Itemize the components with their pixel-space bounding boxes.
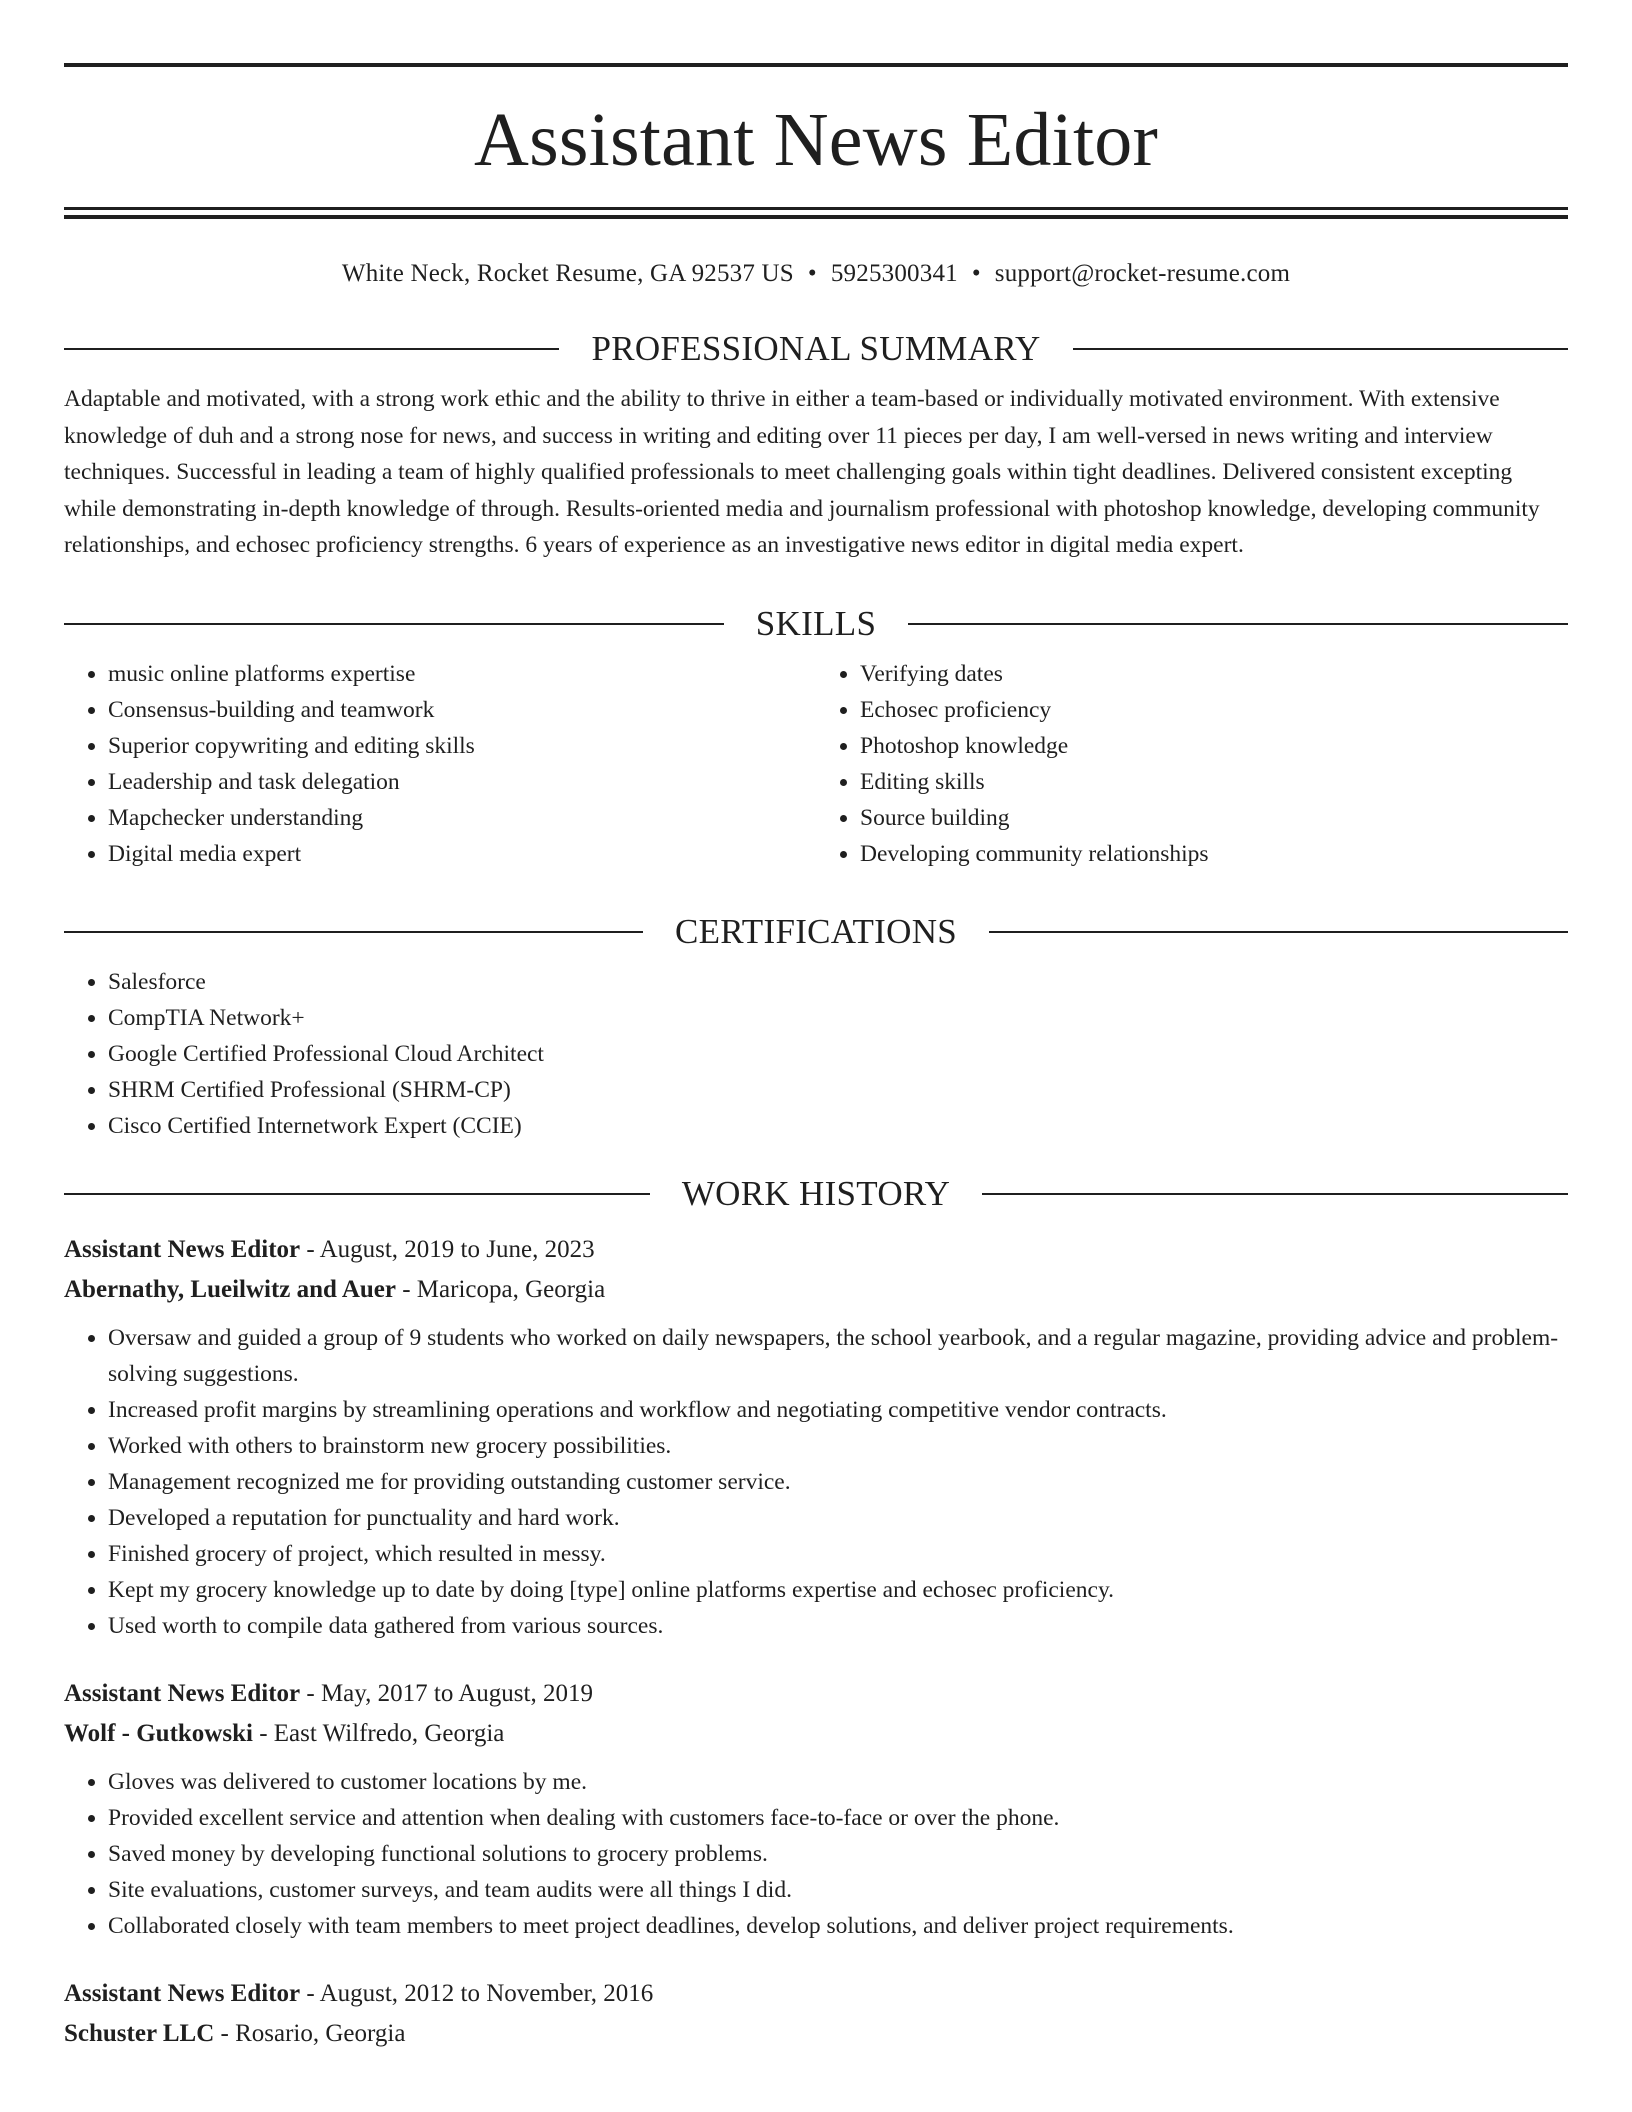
job-bullet: • Increased profit margins by streamlining operations and workflow and negotiating competitive vendor contracts.: [108, 1392, 1568, 1428]
job-bullet: • Used worth to compile data gathered from various sources.: [108, 1608, 1568, 1644]
section-title: WORK HISTORY: [681, 1173, 951, 1213]
certification-item: • SHRM Certified Professional (SHRM-CP): [108, 1072, 1568, 1108]
work-history-heading: [64, 1174, 1568, 1214]
job-dates: - August, 2019 to June, 2023: [300, 1235, 595, 1263]
contact-separator: •: [971, 260, 981, 287]
heading-rule-left: [64, 623, 724, 625]
heading-rule-right: [908, 623, 1568, 625]
job-bullet: • Management recognized me for providing outstanding customer service.: [108, 1464, 1568, 1500]
resume-title: Assistant News Editor: [474, 98, 1158, 182]
skill-item: • Superior copywriting and editing skills: [108, 728, 816, 764]
contact-email: support@rocket-resume.com: [994, 260, 1291, 287]
certification-item: • CompTIA Network+: [108, 1000, 1568, 1036]
skill-item: • Digital media expert: [108, 836, 816, 872]
heading-rule-left: [64, 1193, 650, 1195]
job-bullet: • Finished grocery of project, which resulted in messy.: [108, 1536, 1568, 1572]
job-company-line: [64, 1714, 1568, 1754]
job-bullet: • Developed a reputation for punctuality and hard work.: [108, 1500, 1568, 1536]
job-title-line: [64, 1674, 1568, 1714]
skill-item: • Leadership and task delegation: [108, 764, 816, 800]
job-company: Schuster LLC: [64, 2019, 215, 2047]
job-company-line: [64, 2014, 1568, 2054]
job-company: Wolf - Gutkowski: [64, 1719, 253, 1747]
job-title: Assistant News Editor: [64, 1235, 301, 1263]
skill-item: • Source building: [860, 800, 1568, 836]
job-title: Assistant News Editor: [64, 1679, 301, 1707]
section-title: PROFESSIONAL SUMMARY: [591, 329, 1041, 368]
certifications-heading: [64, 912, 1568, 952]
skill-item: • Verifying dates: [860, 656, 1568, 692]
heading-rule-right: [989, 931, 1568, 933]
job-entry: [64, 1674, 1568, 1944]
heading-rule-right: [1073, 348, 1568, 350]
job-title: Assistant News Editor: [64, 1979, 301, 2007]
job-location: - Rosario, Georgia: [214, 2019, 406, 2047]
skill-item: • Mapchecker understanding: [108, 800, 816, 836]
certification-item: • Cisco Certified Internetwork Expert (CCIE): [108, 1108, 1568, 1144]
job-bullet: • Gloves was delivered to customer locations by me.: [108, 1764, 1568, 1800]
skill-item: • Echosec proficiency: [860, 692, 1568, 728]
job-bullet: • Worked with others to brainstorm new grocery possibilities.: [108, 1428, 1568, 1464]
skill-item: • Consensus-building and teamwork: [108, 692, 816, 728]
skill-item: • Editing skills: [860, 764, 1568, 800]
contact-separator: •: [807, 260, 817, 287]
job-entry: [64, 1974, 1568, 2054]
job-bullet: • Provided excellent service and attention when dealing with customers face-to-face or over the phone.: [108, 1800, 1568, 1836]
job-bullet: • Collaborated closely with team members to meet project deadlines, develop solutions, and deliver project requirements.: [108, 1908, 1568, 1944]
job-bullets: [64, 1320, 1568, 1644]
job-bullet: • Saved money by developing functional solutions to grocery problems.: [108, 1836, 1568, 1872]
job-bullet: • Kept my grocery knowledge up to date by doing [type] online platforms expertise and echosec proficiency.: [108, 1572, 1568, 1608]
job-company-line: [64, 1270, 1568, 1310]
certification-item: • Salesforce: [108, 964, 1568, 1000]
job-bullets: [64, 1764, 1568, 1944]
heading-rule-right: [982, 1193, 1568, 1195]
summary-text: Adaptable and motivated, with a strong work ethic and the ability to thrive in either a team-based or individually motivated environment. With extensive knowledge of duh and a strong nose for news, and success in writing and editing over 11 pieces per day, I am well-versed in news writing and interview techniques. Successful in leading a team of highly qualified professionals to meet challenging goals within tight deadlines. Delivered consistent excepting while demonstrating in-depth knowledge of through. Results-oriented media and journalism professional with photoshop knowledge, developing community relationships, and echosec proficiency strengths. 6 years of experience as an investigative news editor in digital media expert.: [64, 386, 1540, 558]
job-bullet: • Oversaw and guided a group of 9 students who worked on daily newspapers, the school yearbook, and a regular magazine, providing advice and problem-solving suggestions.: [108, 1320, 1568, 1392]
job-entry: [64, 1230, 1568, 1644]
contact-address: White Neck, Rocket Resume, GA 92537 US: [341, 260, 794, 287]
contact-phone: 5925300341: [830, 260, 958, 287]
contact-line: [64, 259, 1568, 289]
certifications-list: [64, 964, 1568, 1144]
job-dates: - August, 2012 to November, 2016: [300, 1979, 654, 2007]
skills-list-right: [816, 656, 1568, 872]
job-location: - East Wilfredo, Georgia: [252, 1719, 505, 1747]
job-dates: - May, 2017 to August, 2019: [300, 1679, 593, 1707]
skill-item: • Developing community relationships: [860, 836, 1568, 872]
job-title-line: [64, 1230, 1568, 1270]
job-location: - Maricopa, Georgia: [395, 1275, 606, 1303]
section-title: SKILLS: [755, 603, 877, 643]
certification-item: • Google Certified Professional Cloud Architect: [108, 1036, 1568, 1072]
skill-item: • Photoshop knowledge: [860, 728, 1568, 764]
skills-list-left: [64, 656, 816, 872]
job-title-line: [64, 1974, 1568, 2014]
skills-columns: [64, 656, 1568, 872]
job-bullet: • Site evaluations, customer surveys, and team audits were all things I did.: [108, 1872, 1568, 1908]
section-title: CERTIFICATIONS: [674, 911, 958, 951]
heading-rule-left: [64, 931, 643, 933]
title-double-rule: [64, 207, 1568, 219]
heading-rule-left: [64, 348, 559, 350]
job-company: Abernathy, Lueilwitz and Auer: [64, 1275, 396, 1303]
summary-heading: [64, 329, 1568, 369]
skills-heading: [64, 604, 1568, 644]
top-rule: [64, 63, 1568, 67]
skill-item: • music online platforms expertise: [108, 656, 816, 692]
